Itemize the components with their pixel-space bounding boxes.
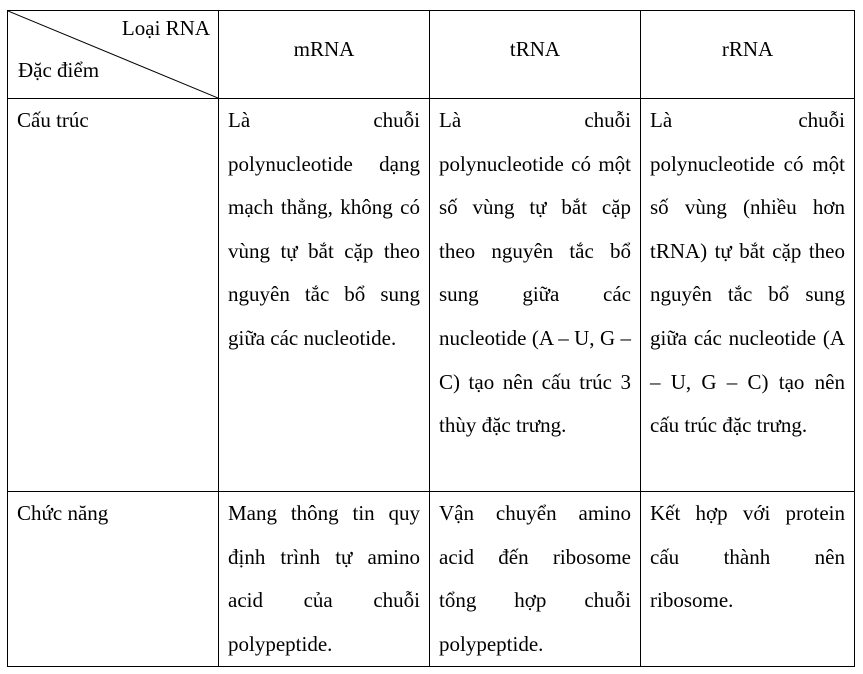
- cell-function-mrna: Mang thông tin quy định trình tự amino acid của chuỗi polypeptide.: [219, 492, 430, 667]
- row-label-structure: Cấu trúc: [8, 99, 219, 492]
- cell-structure-trna: Là chuỗi polynucleotide có một số vùng tự bắt cặp theo nguyên tắc bổ sung giữa các nucleotide (A – U, G – C) tạo nên cấu trúc 3 thùy đặc trưng.: [430, 99, 641, 492]
- corner-label-feature: Đặc điểm: [18, 58, 100, 82]
- cell-function-rrna: Kết hợp với protein cấu thành nên ribosome.: [641, 492, 855, 667]
- table-header-row: [8, 11, 855, 99]
- column-header-rrna: rRNA: [641, 11, 855, 99]
- column-header-mrna: mRNA: [219, 11, 430, 99]
- corner-label-rna-type: Loại RNA: [121, 16, 210, 40]
- column-header-trna: tRNA: [430, 11, 641, 99]
- cell-structure-rrna: Là chuỗi polynucleotide có một số vùng (nhiều hơn tRNA) tự bắt cặp theo nguyên tắc bổ sung giữa các nucleotide (A – U, G – C) tạo nên cấu trúc đặc trưng.: [641, 99, 855, 492]
- row-label-function: Chức năng: [8, 492, 219, 667]
- cell-structure-mrna: Là chuỗi polynucleotide dạng mạch thẳng, không có vùng tự bắt cặp theo nguyên tắc bổ sung giữa các nucleotide.: [219, 99, 430, 492]
- corner-header-cell: [8, 11, 219, 99]
- table-row-structure: [8, 99, 855, 492]
- rna-comparison-table: [7, 10, 855, 667]
- table-row-function: [8, 492, 855, 667]
- cell-function-trna: Vận chuyển amino acid đến ribosome tổng hợp chuỗi polypeptide.: [430, 492, 641, 667]
